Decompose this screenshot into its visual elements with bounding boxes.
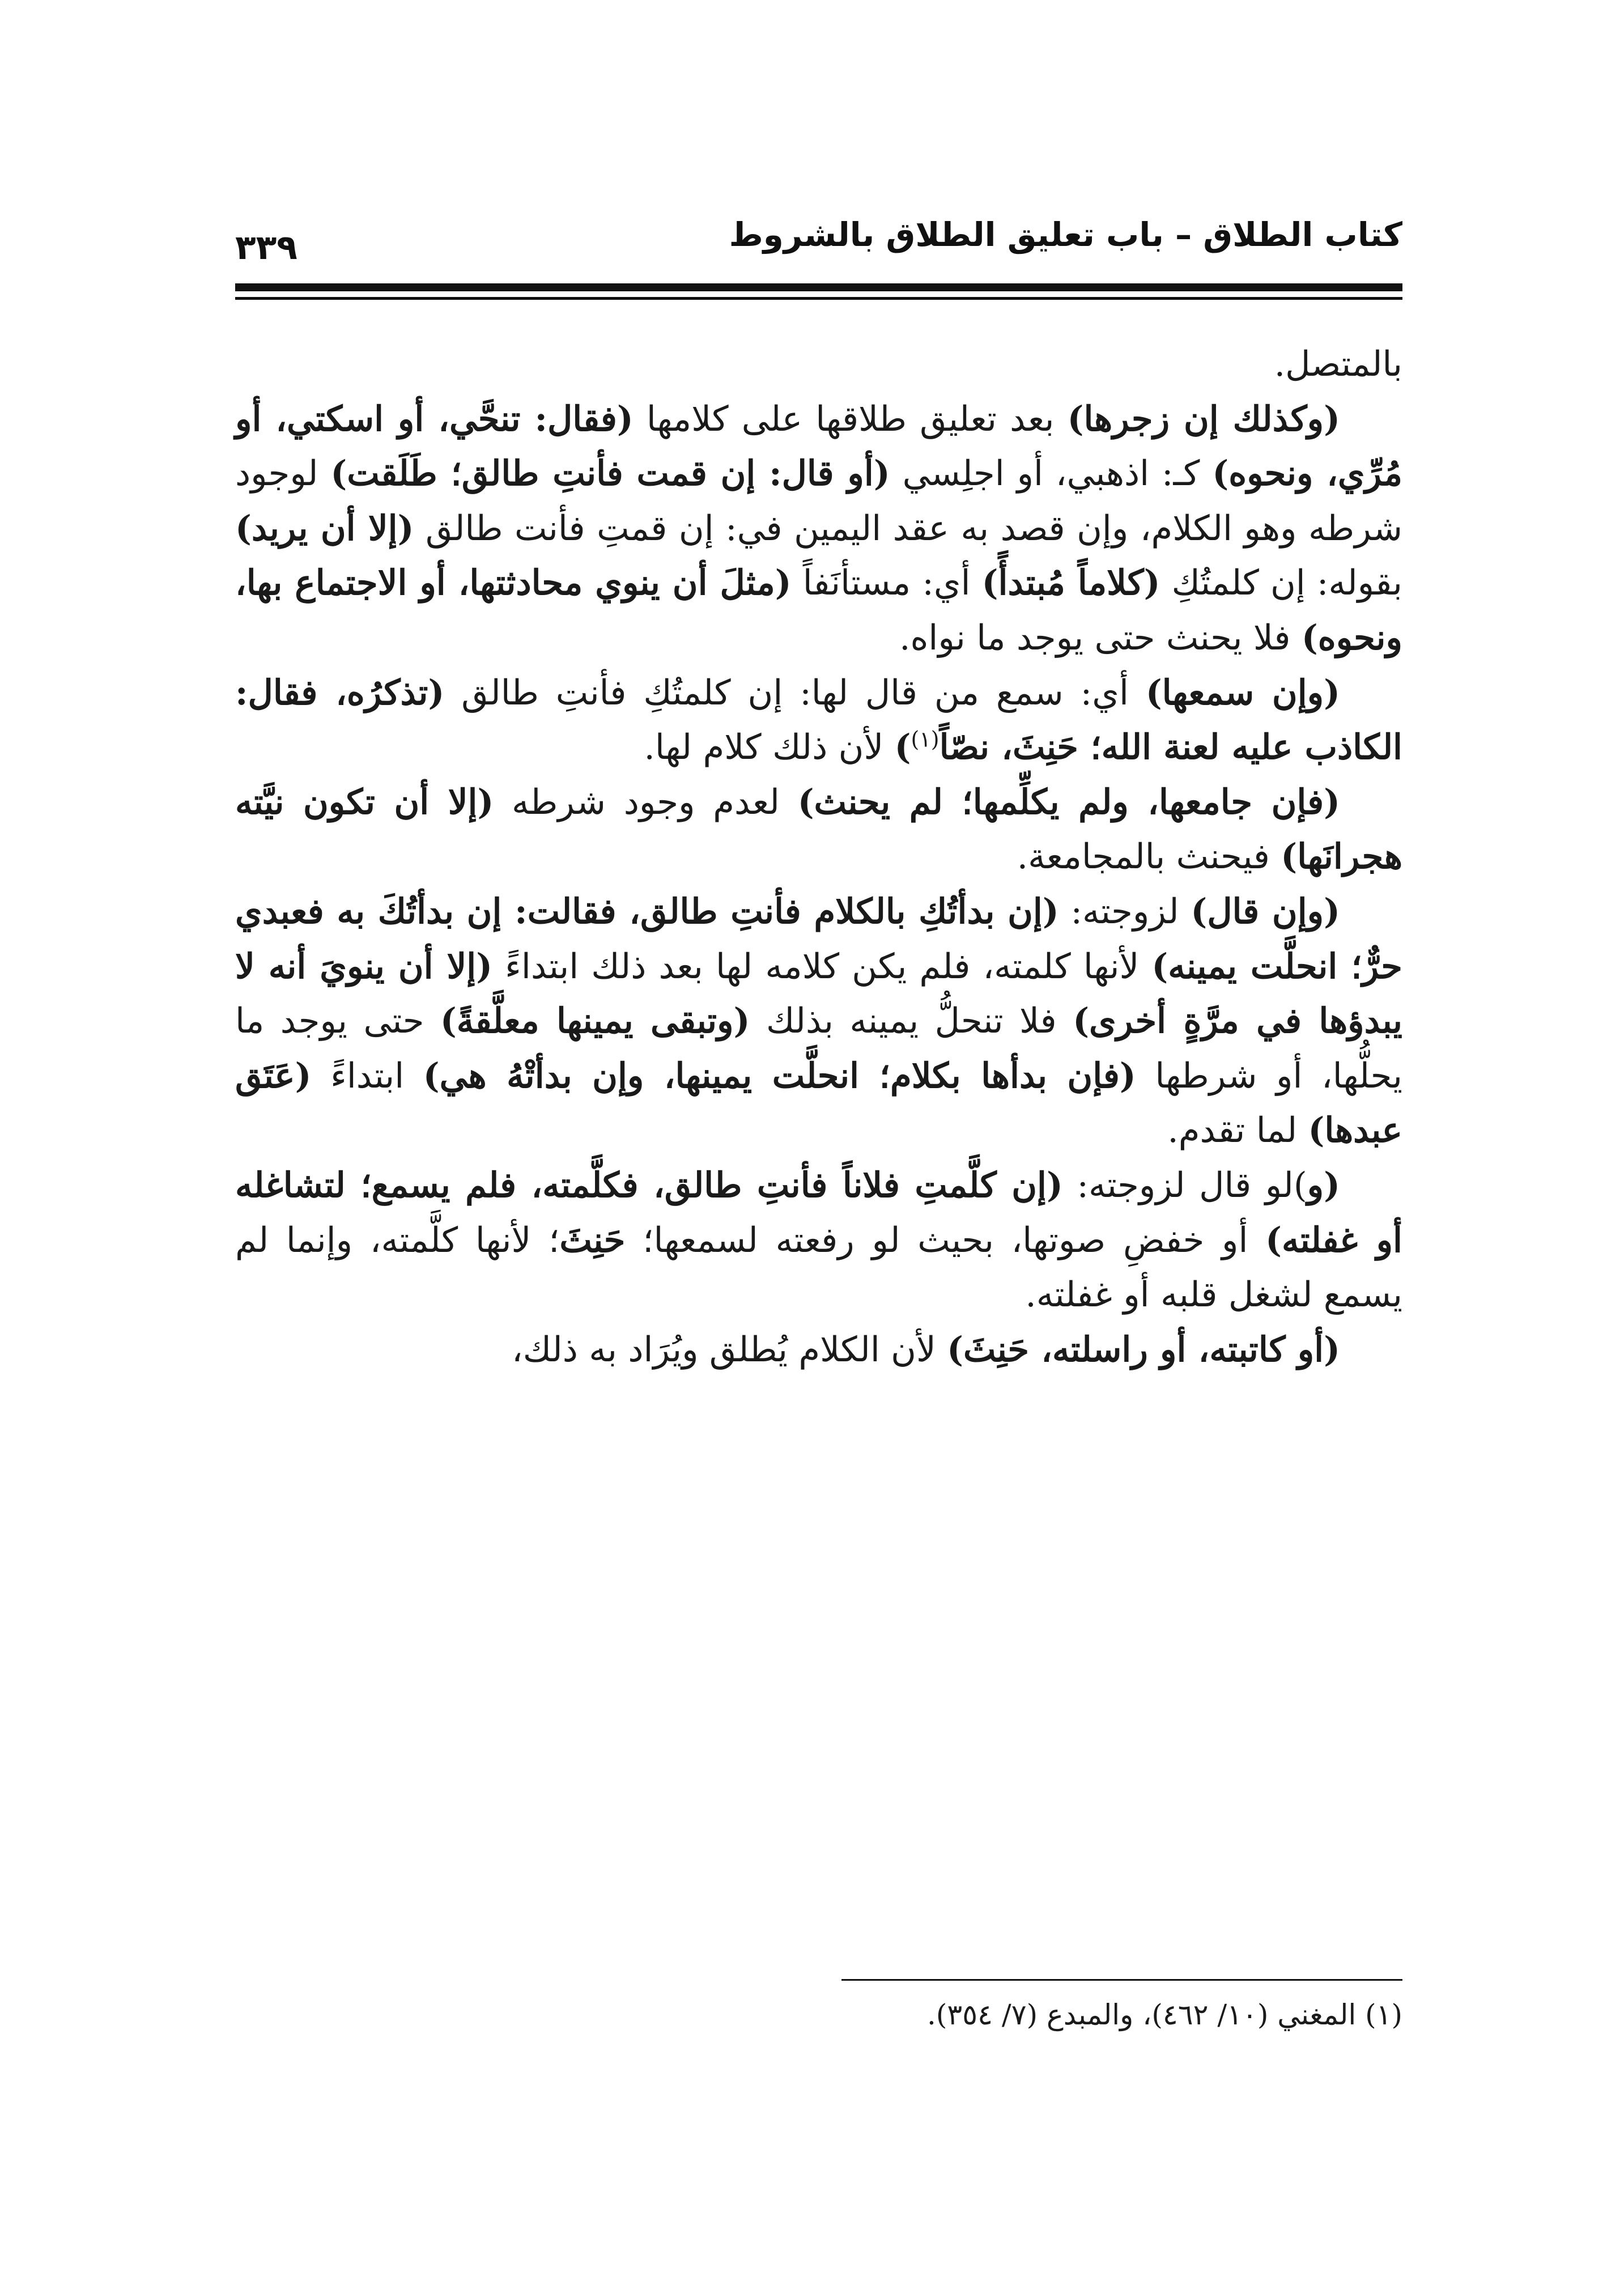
sharh-text: لزوجته:: [1058, 891, 1191, 932]
paragraph: [235, 666, 1402, 775]
matn-text: (تذكرُه، فقال: الكاذب عليه لعنة الله؛ حَنِثَ، نصّاً: [235, 672, 1402, 768]
footnote-marker: (١): [911, 727, 939, 752]
matn-text: (وإن سمعها): [1145, 672, 1340, 713]
matn-text: حَنِثَ: [559, 1220, 626, 1260]
sharh-text: بالمتصل.: [1274, 344, 1402, 384]
paragraph: [235, 337, 1402, 392]
page-number: ٣٣٩: [235, 228, 297, 267]
footnote: (١) المغني (١٠/ ٤٦٢)، والمبدع (٧/ ٣٥٤).: [926, 1998, 1402, 2031]
matn-text: ): [894, 727, 911, 768]
matn-text: (إلا أن يريد): [235, 508, 414, 549]
header-rule-thick: [235, 283, 1402, 291]
matn-text: (وإن قال): [1191, 891, 1340, 932]
matn-text: (عَتَق عبدها): [235, 1055, 1402, 1151]
sharh-text: أي: مستأنَفاً: [791, 563, 982, 604]
matn-text: (كلاماً مُبتدأً): [981, 563, 1160, 604]
paragraph: [235, 392, 1402, 666]
matn-text: (أو كاتبته، أو راسلته، حَنِثَ): [947, 1329, 1340, 1370]
header-rule-thin: [235, 297, 1402, 300]
paragraph: [235, 775, 1402, 885]
running-header: [235, 204, 1402, 278]
main-text: [235, 337, 1402, 1377]
sharh-text: ابتداءً: [311, 1055, 423, 1096]
sharh-text: فيحنث بالمجامعة.: [1017, 836, 1281, 877]
chapter-title: كتاب الطلاق – باب تعليق الطلاق بالشروط: [729, 215, 1402, 254]
sharh-text: فلا يحنث حتى يوجد ما نواه.: [899, 617, 1302, 658]
paragraph: [235, 1158, 1402, 1323]
matn-text: (أو قال: إن قمت فأنتِ طالق؛ طَلَقت): [330, 453, 890, 494]
sharh-text: لما تقدم.: [1167, 1110, 1308, 1151]
sharh-text: لأن ذلك كلام لها.: [644, 727, 895, 768]
matn-text: (إلا أن ينويَ أنه لا يبدؤها في مرَّةٍ أخرى): [235, 946, 1403, 1042]
matn-text: (فإن جامعها، ولم يكلِّمها؛ لم يحنث): [797, 782, 1340, 822]
sharh-text: بعد تعليق طلاقها على كلامها: [633, 398, 1068, 439]
paragraph: [235, 1323, 1402, 1378]
matn-text: (إلا أن تكون نيَّته هجرانَها): [235, 782, 1402, 877]
sharh-text: حتى يوجد ما يحلُّها، أو شرطها: [235, 1001, 1402, 1096]
sharh-text: لوجود شرطه وهو الكلام، وإن قصد به عقد اليمين في: إن قمتِ فأنت طالق: [235, 453, 1402, 549]
matn-text: (وتبقى يمينها معلَّقةً): [440, 1001, 750, 1042]
sharh-text: ؛ لأنها كلَّمته، وإنما لم يسمع لشغل قلبه أو غفلته.: [235, 1220, 1402, 1315]
sharh-text: أي: سمع من قال لها: إن كلمتُكِ فأنتِ طالق: [444, 672, 1146, 713]
sharh-text: لأن الكلام يُطلق ويُرَاد به ذلك،: [512, 1329, 947, 1370]
sharh-text: لعدم وجود شرطه: [494, 782, 798, 822]
matn-text: (مثلَ أن ينوي محادثتها، أو الاجتماع بها، ونحوه): [235, 563, 1402, 658]
sharh-text: كـ: اذهبي، أو اجلِسي: [890, 453, 1213, 494]
sharh-text: أو خفضِ صوتها، بحيث لو رفعته لسمعها؛: [625, 1220, 1266, 1260]
matn-text: (و: [1307, 1165, 1340, 1205]
sharh-text: بقوله: إن كلمتُكِ: [1160, 563, 1403, 604]
footnote-separator: [841, 1979, 1402, 1981]
sharh-text: فلا تنحلُّ يمينه بذلك: [750, 1001, 1073, 1042]
matn-text: (فإن بدأها بكلام؛ انحلَّت يمينها، وإن بدأتْهُ هي): [423, 1055, 1136, 1096]
matn-text: (إن كلَّمتِ فلاناً فأنتِ طالق، فكلَّمته، فلم يسمع؛ لتشاغله أو غفلته): [235, 1165, 1402, 1260]
matn-text: (إن بدأتُكِ بالكلام فأنتِ طالق، فقالت: إن بدأتُكَ به فعبدي حرٌّ؛ انحلَّت يمينه): [235, 891, 1402, 987]
sharh-text: لأنها كلمته، فلم يكن كلامه لها بعد ذلك ابتداءً: [492, 946, 1152, 987]
matn-text: (فقال: تنحَّي، أو اسكتي، أو مُرِّي، ونحوه): [235, 398, 1402, 494]
matn-text: (وكذلك إن زجرها): [1067, 398, 1340, 439]
sharh-text: )لو قال لزوجته:: [1062, 1165, 1307, 1205]
paragraph: [235, 885, 1402, 1158]
